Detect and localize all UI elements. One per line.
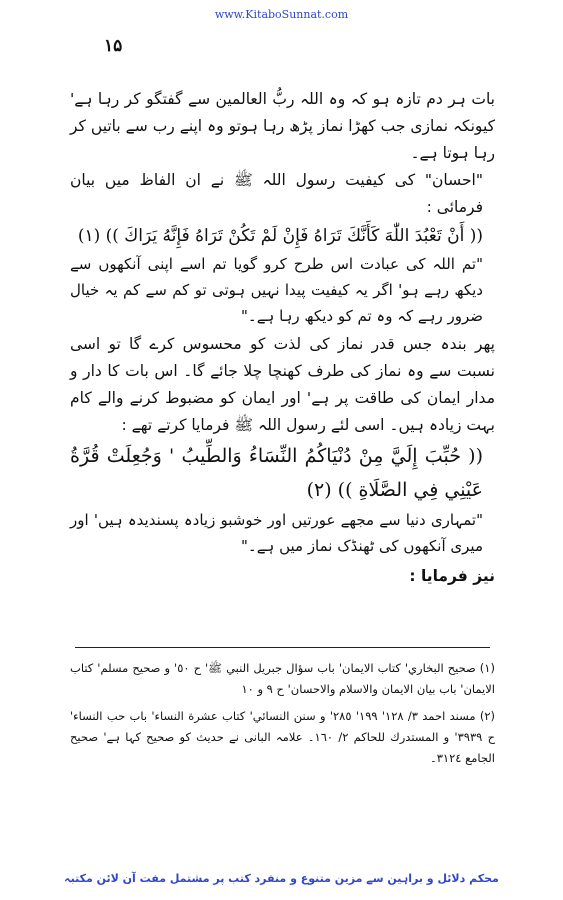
- footnote-2: (٢) مسند احمد ٣/ ١٢٨' ١٩٩' ٢٨٥' و سنن النسائي' كتاب عشرة النساء' باب حب النساء' ح ٣٩٣٩' و المستدرك للحاكم ٢/ ١٦٠۔ علامہ البانی نے حدیث کو صحیح کہا ہے' صحیح الجامع ٣١٢٤۔: [70, 709, 495, 765]
- footnotes: [70, 658, 495, 775]
- closing-line: نیز فرمایا :: [409, 567, 495, 585]
- paragraph-prayer-taste: پھر بندہ جس قدر نماز کی لذت کو محسوس کرے گا تو اسی نسبت سے وہ نماز کی طرف کھنچا چلا جائے گا۔ اس بات کا دار و مدار ایمان کی طاقت پر ہے' اور ایمان کو مضبوط کرنے والے کام بہت زیادہ ہیں۔ اسی لئے رسول اللہ ﷺ فرمایا کرتے تھے :: [70, 335, 495, 434]
- paragraph-opening: بات ہر دم تازہ ہو کہ وہ اللہ ربُّ العالمین سے گفتگو کر رہا ہے' کیونکہ نمازی جب کھڑا نماز پڑھ رہا ہوتو وہ اپنے رب سے باتیں کر رہا ہوتا ہے۔: [70, 90, 495, 162]
- hadith-translation-1: "تم اللہ کی عبادت اس طرح کرو گویا تم اسے اپنی آنکھوں سے دیکھ رہے ہو' اگر یہ کیفیت پیدا نہیں ہوتی تو کم سے کم یہ خیال ضرور رہے کہ وہ تم کو دیکھ رہا ہے۔": [70, 255, 483, 325]
- hadith-arabic-2: (( حُبِّبَ إِلَيَّ مِنْ دُنْيَاكُمُ النِّسَاءُ وَالطِّيبُ ' وَجُعِلَتْ قُرَّةُ عَيْنِي فِي الصَّلَاةِ )) (٢): [70, 445, 483, 501]
- site-url[interactable]: www.KitaboSunnat.com: [214, 8, 349, 21]
- hadith-translation-2: "تمہاری دنیا سے مجھے عورتیں اور خوشبو زیادہ پسندیدہ ہیں' اور میری آنکھوں کی ٹھنڈک نماز میں ہے۔": [70, 511, 483, 555]
- footnote-1: (١) صحيح البخاري' كتاب الايمان' باب سؤال جبريل النبي ﷺ' ح ٥٠' و صحيح مسلم' كتاب الايمان' باب بيان الايمان والاسلام والاحسان' ح ٩ و ١٠: [70, 661, 495, 696]
- main-text: [70, 86, 495, 590]
- page-number: ۱۵: [104, 36, 123, 56]
- hadith-arabic-1: (( أَنْ تَعْبُدَ اللّٰهَ كَأَنَّكَ تَرَاهُ فَإِنْ لَمْ تَكُنْ تَرَاهُ فَإِنَّهُ يَرَاكَ )) (١): [77, 226, 483, 246]
- footnote-divider: [75, 647, 490, 648]
- ihsan-intro: "احسان" کی کیفیت رسول اللہ ﷺ نے ان الفاظ میں بیان فرمائی :: [70, 171, 483, 216]
- footer-tagline: محکم دلائل و براہین سے مزین متنوع و منفرد کتب پر مشتمل مفت آن لائن مکتبہ: [64, 872, 499, 885]
